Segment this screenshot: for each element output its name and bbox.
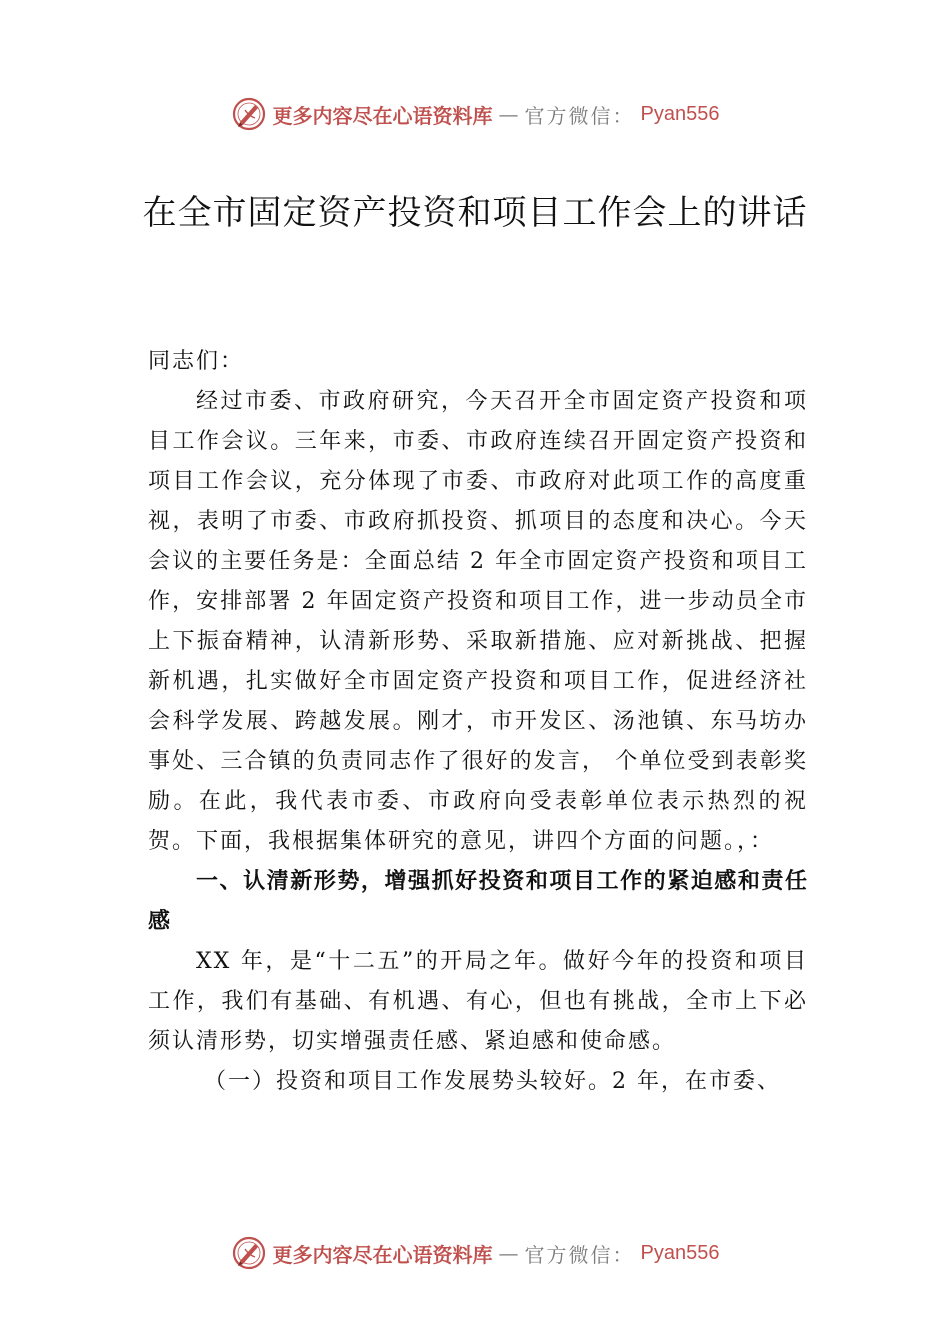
watermark-wechat-id: Pyan556 — [640, 1241, 720, 1264]
salutation: 同志们： — [148, 349, 245, 374]
pen-logo-icon — [231, 96, 267, 132]
watermark-banner-bottom — [0, 1233, 950, 1273]
watermark-main-text: 更多内容尽在心语资料库 — [272, 1242, 493, 1267]
section-heading: 一、认清新形势，增强抓好投资和项目工作的紧迫感和责任感 — [148, 869, 808, 934]
subsection-paragraph: （一）投资和项目工作发展势头较好。2 年，在市委、 — [204, 1069, 781, 1094]
document-body — [148, 342, 808, 1102]
document-title: 在全市固定资产投资和项目工作会上的讲话 — [142, 193, 808, 233]
watermark-wechat-id: Pyan556 — [640, 102, 720, 125]
watermark-wechat-label: 官方微信： — [524, 103, 635, 128]
watermark-separator: — — [498, 102, 519, 126]
watermark-main-text: 更多内容尽在心语资料库 — [272, 103, 493, 128]
watermark-separator: — — [498, 1241, 519, 1265]
watermark-wechat-label: 官方微信： — [524, 1242, 635, 1267]
watermark-banner-top — [0, 94, 950, 134]
pen-logo-icon — [231, 1235, 267, 1271]
body-paragraph: 经过市委、市政府研究，今天召开全市固定资产投资和项目工作会议。三年来，市委、市政府连续召开固定资产投资和项目工作会议，充分体现了市委、市政府对此项工作的高度重视，表明了市委、市政府抓投资、抓项目的态度和决心。今天会议的主要任务是：全面总结 2 年全市固定资产投资和项目工作，安排部署 2 年固定资产投资和项目工作，进一步动员全市上下振奋精神，认清新形势、采取新措施、应对新挑战、把握新机遇，扎实做好全市固定资产投资和项目工作，促进经济社会科学发展、跨越发展。刚才，市开发区、汤池镇、东马坊办事处、三合镇的负责同志作了很好的发言， 个单位受到表彰奖励。在此，我代表市委、市政府向受表彰单位表示热烈的祝贺。下面，我根据集体研究的意见，讲四个方面的问题。，： — [148, 389, 808, 854]
section-paragraph: XX 年，是“十二五”的开局之年。做好今年的投资和项目工作，我们有基础、有机遇、有心，但也有挑战，全市上下必须认清形势，切实增强责任感、紧迫感和使命感。 — [148, 949, 808, 1054]
